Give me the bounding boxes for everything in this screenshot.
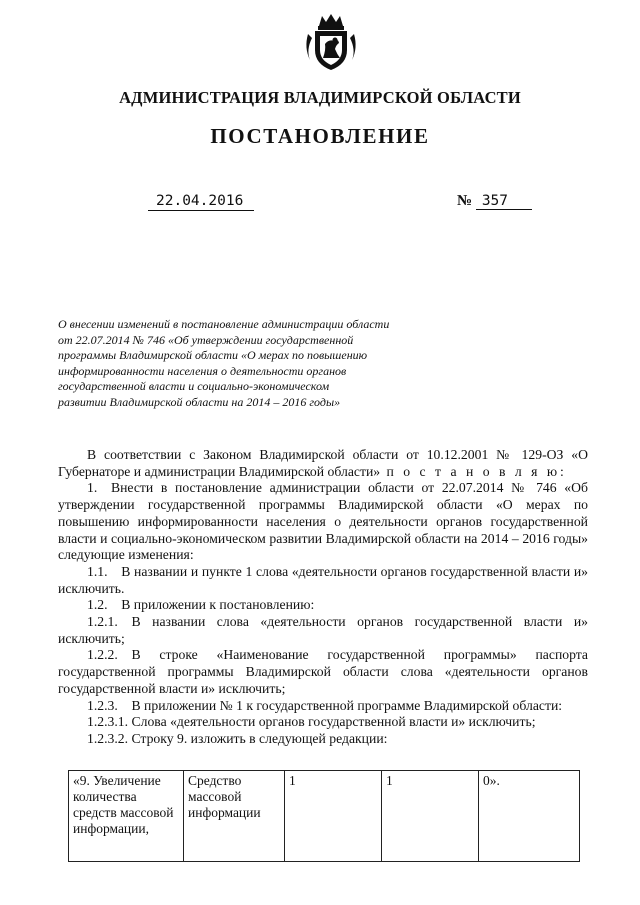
document-subject [58, 317, 420, 411]
coat-of-arms-icon [302, 12, 360, 72]
document-number-block [457, 193, 532, 210]
body-paragraph: 1.1. В названии и пункте 1 слова «деятельности органов государственной власти и» исключить. [58, 563, 588, 596]
table-cell: 0». [479, 771, 580, 862]
preamble-text: В соответствии с Законом Владимирской области от 10.12.2001 № 129-ОЗ «О Губернаторе и администрации Владимирской области» [58, 447, 588, 479]
document-type: ПОСТАНОВЛЕНИЕ [210, 124, 430, 148]
body-paragraph: 1.2.3. В приложении № 1 к государственной программе Владимирской области: [87, 697, 563, 713]
subject-line: от 22.07.2014 № 746 «Об утверждении государственной [58, 332, 354, 347]
number-label: № [457, 193, 473, 209]
table-cell: 1 [382, 771, 479, 862]
subject-line: программы Владимирской области «О мерах по повышению [58, 348, 368, 363]
table-cell: Средство массовой информации [184, 771, 285, 862]
organization-name: АДМИНИСТРАЦИЯ ВЛАДИМИРСКОЙ ОБЛАСТИ [119, 88, 521, 107]
subject-line: информированности населения о деятельности органов [58, 363, 347, 378]
document-date: 22.04.2016 [148, 193, 254, 211]
table-cell: «9. Увеличение количества средств массовой информации, [69, 771, 184, 862]
body-paragraph: 1.2.3.2. Строку 9. изложить в следующей редакции: [87, 730, 388, 746]
document-number: 357 [476, 193, 532, 210]
body-paragraph: 1.2.2. В строке «Наименование государственной программы» паспорта государственной программы Владимирской области слова «деятельности органов государственной власти и» исключить; [58, 647, 588, 696]
body-paragraph: 1. Внести в постановление администрации области от 22.07.2014 № 746 «Об утверждении государственной программы Владимирской области «О мерах по повышению информированности населения о деятельности органов государственной власти и социально-экономическом развитии Владимирской области на 2014 – 2016 годы» следующие изменения: [58, 480, 588, 563]
subject-line: О внесении изменений в постановление администрации области [58, 317, 390, 331]
table-cell: 1 [285, 771, 382, 862]
body-paragraph: 1.2. В приложении к постановлению: [87, 597, 315, 613]
document-body [58, 447, 588, 748]
body-paragraph: 1.2.3.1. Слова «деятельности органов государственной власти и» исключить; [87, 714, 536, 730]
body-paragraph: 1.2.1. В названии слова «деятельности органов государственной власти и» исключить; [58, 614, 588, 646]
subject-line: государственной власти и социально-экономическом [58, 379, 330, 394]
program-table [68, 770, 580, 862]
table-row [69, 771, 580, 862]
subject-line: развитии Владимирской области на 2014 – 2016 годы» [58, 394, 341, 409]
resolve-word: п о с т а н о в л я ю: [380, 463, 567, 479]
body-paragraph [58, 447, 588, 480]
